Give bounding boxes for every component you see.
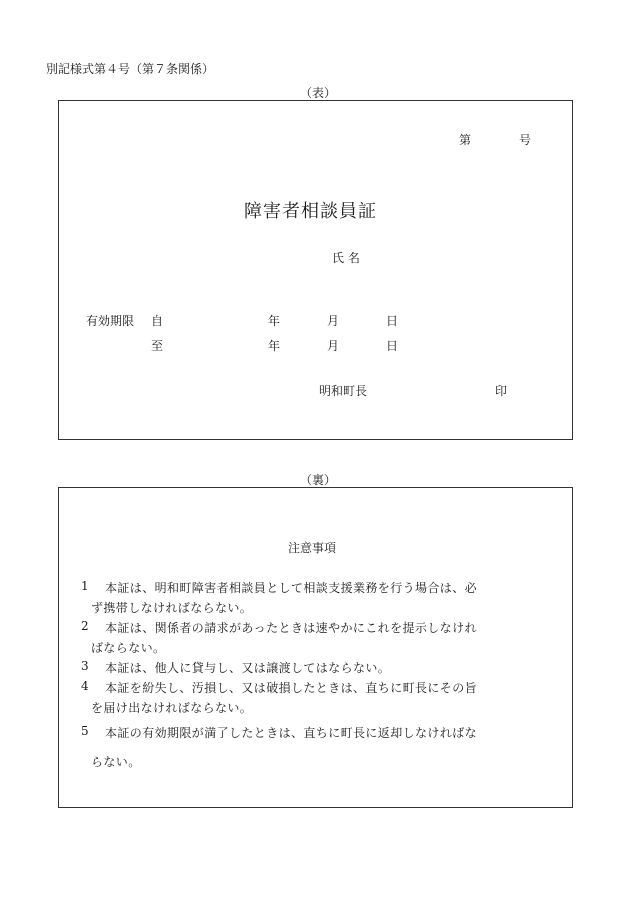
note-text-cont: ず携帯しなければならない。 xyxy=(91,601,253,615)
seal-mark: 印 xyxy=(495,384,508,398)
to-month: 月 xyxy=(327,339,340,353)
note-number: 1 xyxy=(81,579,90,593)
name-label: 氏 名 xyxy=(332,251,360,265)
back-card xyxy=(58,487,573,808)
note-number: 4 xyxy=(81,679,90,693)
note-text: 本証を紛失し、汚損し、又は破損したときは、直ちに町長にその旨 xyxy=(105,681,478,695)
form-reference: 別記様式第４号（第７条関係） xyxy=(46,62,215,76)
to-year: 年 xyxy=(268,339,281,353)
to-label: 至 xyxy=(151,339,164,353)
number-prefix: 第 xyxy=(459,133,472,147)
front-side-label: （表） xyxy=(300,86,337,100)
front-card xyxy=(58,100,573,440)
to-day: 日 xyxy=(386,339,399,353)
from-year: 年 xyxy=(268,314,281,328)
issuer: 明和町長 xyxy=(319,384,368,398)
notes-heading: 注意事項 xyxy=(288,541,337,555)
from-month: 月 xyxy=(327,314,340,328)
note-number: 5 xyxy=(81,724,90,738)
card-title: 障害者相談員証 xyxy=(244,201,377,222)
note-text: 本証は、明和町障害者相談員として相談支援業務を行う場合は、必 xyxy=(105,581,478,595)
validity-label: 有効期限 xyxy=(86,314,135,328)
note-text: 本証は、関係者の請求があったときは速やかにこれを提示しなけれ xyxy=(105,621,477,635)
number-suffix: 号 xyxy=(519,133,532,147)
note-number: 3 xyxy=(81,659,90,673)
note-text-cont: を届け出なければならない。 xyxy=(91,701,253,715)
from-label: 自 xyxy=(151,314,164,328)
note-text-cont: らない。 xyxy=(91,755,141,769)
from-day: 日 xyxy=(386,314,399,328)
note-text: 本証は、他人に貸与し、又は譲渡してはならない。 xyxy=(105,661,391,675)
note-number: 2 xyxy=(81,619,90,633)
note-text-cont: ばならない。 xyxy=(91,641,166,655)
note-text: 本証の有効期限が満了したときは、直ちに町長に返却しなければな xyxy=(105,726,478,740)
back-side-label: （裏） xyxy=(300,473,337,487)
